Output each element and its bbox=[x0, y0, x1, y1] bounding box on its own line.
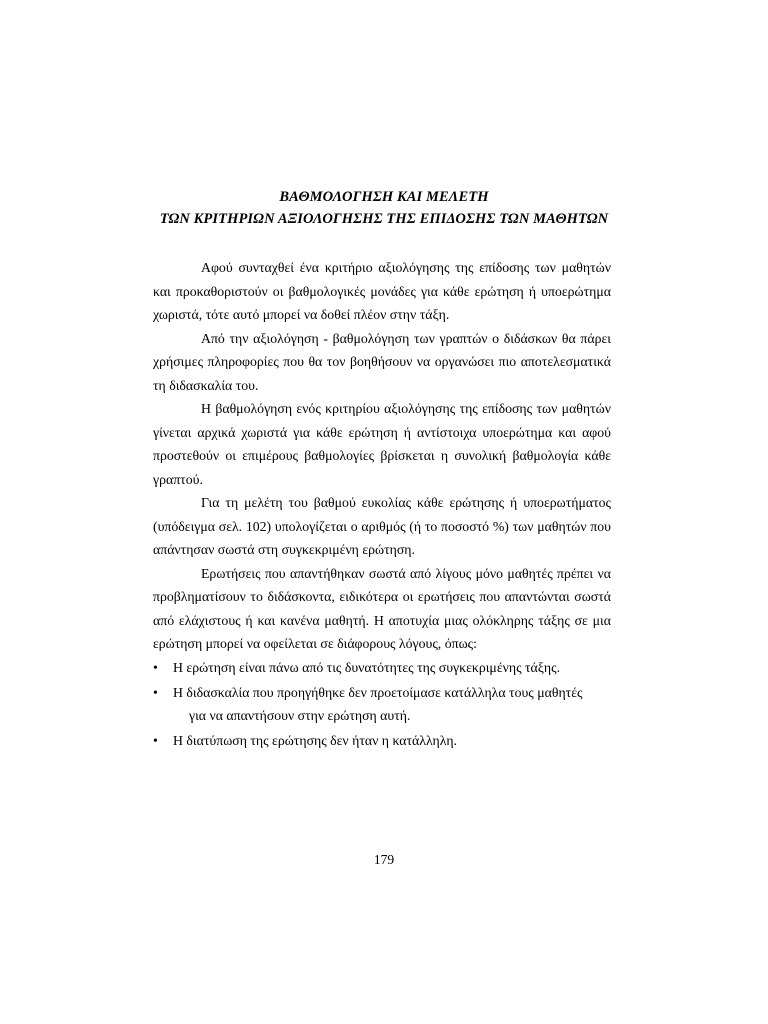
bullet-text: Η διδασκαλία που προηγήθηκε δεν προετοίμασε κατάλληλα τους μαθητές bbox=[173, 684, 583, 700]
bullet-symbol: • bbox=[153, 733, 158, 748]
paragraph-2: Από την αξιολόγηση - βαθμολόγηση των γραπτών ο διδάσκων θα πάρει χρήσιμες πληροφορίες που θα τον βοηθήσουν να οργανώσει πιο αποτελεσματικά τη διδασκαλία του. bbox=[153, 330, 611, 393]
heading-line-1: ΒΑΘΜΟΛΟΓΗΣΗ ΚΑΙ ΜΕΛΕΤΗ bbox=[279, 189, 489, 205]
paragraph-5: Ερωτήσεις που απαντήθηκαν σωστά από λίγους μόνο μαθητές πρέπει να προβληματίσουν το διδάσκοντα, ειδικότερα οι ερωτήσεις που απαντώνται σωστά από ελάχιστους ή και κανένα μαθητή. Η αποτυχία μιας ολόκληρης τάξης σε μια ερώτηση μπορεί να οφείλεται σε διάφορους λόγους, όπως: bbox=[153, 565, 611, 651]
heading bbox=[150, 186, 618, 230]
bullet-item-1 bbox=[153, 656, 611, 680]
bullet-list bbox=[153, 656, 611, 753]
bullet-text: Η ερώτηση είναι πάνω από τις δυνατότητες της συγκεκριμένης τάξης. bbox=[173, 659, 561, 675]
bullet-item-2 bbox=[153, 681, 611, 728]
bullet-text-continuation: για να απαντήσουν στην ερώτηση αυτή. bbox=[189, 708, 411, 723]
bullet-item-3 bbox=[153, 729, 611, 753]
page-number: 179 bbox=[373, 852, 395, 867]
heading-line-2: ΤΩΝ ΚΡΙΤΗΡΙΩΝ ΑΞΙΟΛΟΓΗΣΗΣ ΤΗΣ ΕΠΙΔΟΣΗΣ ΤΩΝ ΜΑΘΗΤΩΝ bbox=[159, 211, 609, 227]
paragraph-3: Η βαθμολόγηση ενός κριτηρίου αξιολόγησης της επίδοσης των μαθητών γίνεται αρχικά χωριστά για κάθε ερώτηση ή αντίστοιχα υποερώτημα και αφού προστεθούν οι επιμέρους βαθμολογίες βρίσκεται η συνολική βαθμολογία κάθε γραπτού. bbox=[153, 401, 611, 487]
paragraph-4: Για τη μελέτη του βαθμού ευκολίας κάθε ερώτησης ή υποερωτήματος (υπόδειγμα σελ. 102) υπολογίζεται ο αριθμός (ή το ποσοστό %) των μαθητών που απάντησαν σωστά στη συγκεκριμένη ερώτηση. bbox=[153, 495, 611, 557]
bullet-symbol: • bbox=[153, 684, 158, 700]
bullet-text: Η διατύπωση της ερώτησης δεν ήταν η κατάλληλη. bbox=[173, 733, 457, 748]
paragraph-1: Αφού συνταχθεί ένα κριτήριο αξιολόγησης της επίδοσης των μαθητών και προκαθοριστούν οι βαθμολογικές μονάδες για κάθε ερώτηση ή υποερώτημα χωριστά, τότε αυτό μπορεί να δοθεί πλέον στην τάξη. bbox=[153, 260, 611, 322]
body-text bbox=[153, 256, 611, 754]
bullet-symbol: • bbox=[153, 659, 158, 675]
